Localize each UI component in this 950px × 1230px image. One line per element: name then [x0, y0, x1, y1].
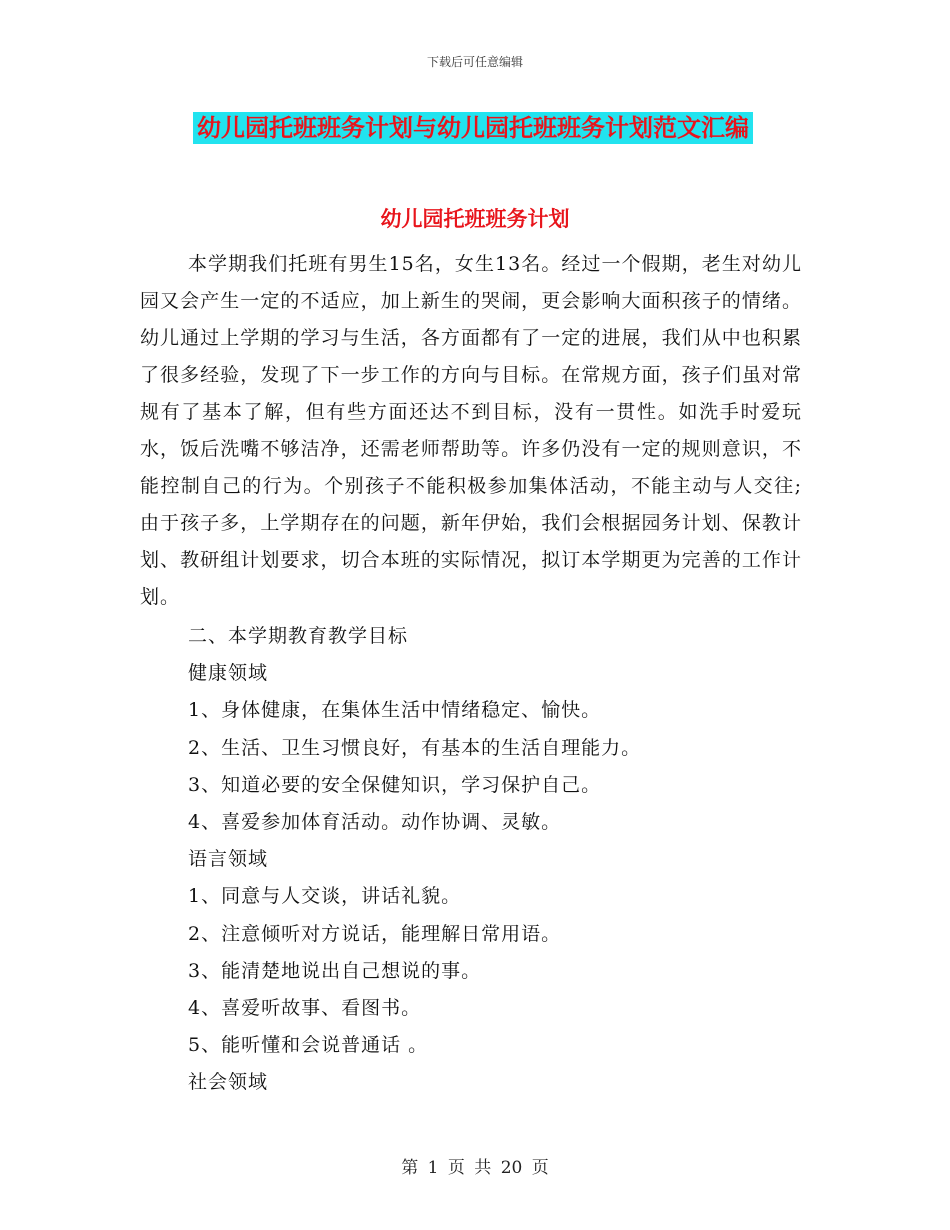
list-item: 4、喜爱听故事、看图书。 [188, 996, 422, 1019]
domain-heading-social: 社会领域 [188, 1071, 269, 1094]
domain-heading-health: 健康领域 [188, 662, 269, 685]
list-item: 4、喜爱参加体育活动。动作协调、灵敏。 [188, 810, 562, 833]
list-item: 1、同意与人交谈，讲话礼貌。 [188, 885, 462, 908]
list-item: 3、知道必要的安全保健知识，学习保护自己。 [188, 773, 602, 796]
section-title: 幼儿园托班班务计划 [380, 207, 570, 231]
subheading-goals: 二、本学期教育教学目标 [188, 625, 409, 647]
document-title: 幼儿园托班班务计划与幼儿园托班班务计划范文汇编 [193, 112, 753, 144]
list-item: 5、能听懂和会说普通话 。 [188, 1034, 429, 1057]
page-footer: 第 1 页 共 20 页 [401, 1158, 549, 1178]
list-item: 3、能清楚地说出自己想说的事。 [188, 959, 482, 982]
list-item: 2、注意倾听对方说话，能理解日常用语。 [188, 922, 562, 945]
list-item: 1、身体健康，在集体生活中情绪稳定、愉快。 [188, 699, 602, 722]
goals-list [188, 618, 808, 1101]
list-item: 2、生活、卫生习惯良好，有基本的生活自理能力。 [188, 736, 642, 759]
page-header-note: 下载后可任意编辑 [426, 55, 523, 69]
intro-paragraph: 本学期我们托班有男生15名，女生13名。经过一个假期，老生对幼儿园又会产生一定的不适应，加上新生的哭闹，更会影响大面积孩子的情绪。幼儿通过上学期的学习与生活，各方面都有了一定的进展，我们从中也积累了很多经验，发现了下一步工作的方向与目标。在常规方面，孩子们虽对常规有了基本了解，但有些方面还达不到目标，没有一贯性。如洗手时爱玩水，饭后洗嘴不够洁净，还需老师帮助等。许多仍没有一定的规则意识，不能控制自己的行为。个别孩子不能积极参加集体活动，不能主动与人交往;由于孩子多，上学期存在的问题，新年伊始，我们会根据园务计划、保教计划、教研组计划要求，切合本班的实际情况，拟订本学期更为完善的工作计划。 [140, 253, 802, 608]
domain-heading-language: 语言领域 [188, 848, 269, 871]
